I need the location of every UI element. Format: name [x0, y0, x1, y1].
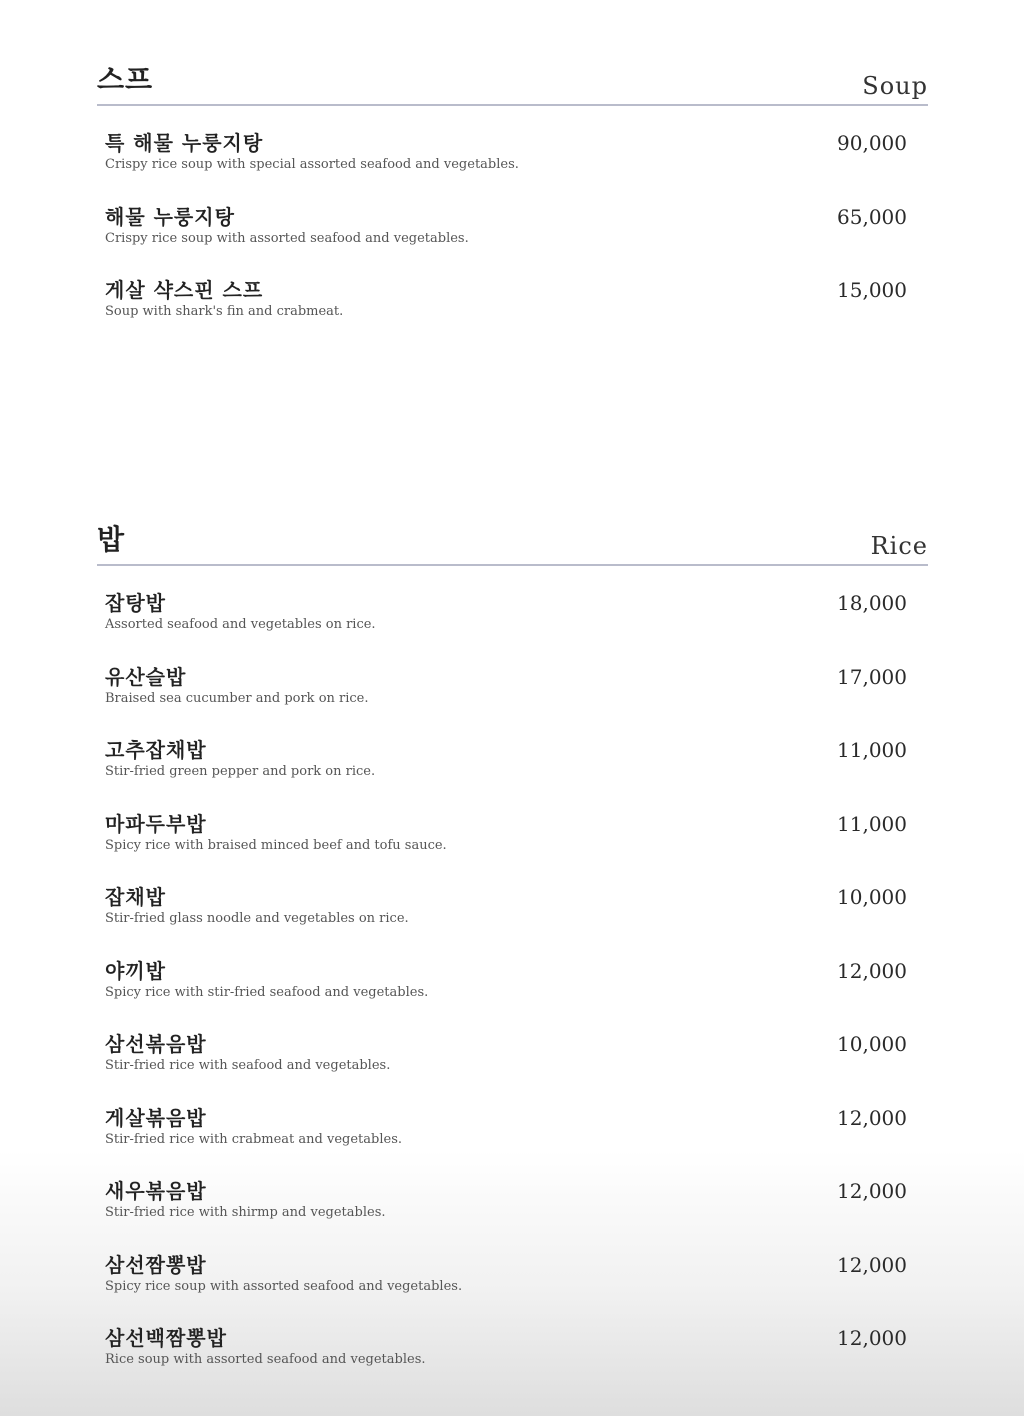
item-description: Stir-fried glass noodle and vegetables on rice. [105, 911, 409, 926]
menu-item [97, 812, 928, 886]
item-description: Soup with shark's fin and crabmeat. [105, 304, 344, 319]
item-price: 10,000 [837, 885, 907, 909]
rice-title-korean: 밥 [97, 523, 126, 556]
item-description: Stir-fried rice with crabmeat and vegetables. [105, 1131, 402, 1147]
item-name: 해물 누룽지탕 [105, 204, 235, 229]
item-price: 65,000 [837, 204, 907, 229]
item-price: 10,000 [837, 1032, 907, 1056]
item-price: 11,000 [837, 738, 907, 762]
item-name: 고추잡채밥 [105, 738, 207, 762]
menu-item [97, 665, 928, 739]
menu-item [97, 1032, 928, 1106]
menu-item [97, 1326, 928, 1400]
menu-item [97, 885, 928, 959]
soup-title-english: Soup [862, 72, 928, 100]
item-name: 잡채밥 [105, 885, 166, 909]
item-price: 12,000 [837, 1179, 907, 1203]
item-price: 12,000 [837, 958, 907, 983]
item-description: Stir-fried green pepper and pork on rice. [105, 764, 376, 779]
menu-item [97, 278, 928, 352]
menu-item [97, 1253, 928, 1327]
item-description: Stir-fried rice with seafood and vegetables. [105, 1058, 391, 1073]
menu-item [97, 591, 928, 665]
item-description: Spicy rice soup with assorted seafood and vegetables. [105, 1278, 463, 1294]
item-description: Spicy rice with stir-fried seafood and vegetables. [105, 984, 429, 1000]
item-price: 12,000 [837, 1326, 907, 1350]
item-description: Crispy rice soup with special assorted seafood and vegetables. [105, 157, 519, 172]
soup-section [97, 64, 928, 352]
item-description: Crispy rice soup with assorted seafood and vegetables. [105, 230, 469, 246]
item-name: 게살 샥스핀 스프 [105, 278, 264, 302]
item-description: Spicy rice with braised minced beef and tofu sauce. [105, 837, 447, 853]
rice-header [97, 524, 928, 566]
menu-item [97, 205, 928, 279]
item-price: 90,000 [837, 131, 907, 155]
item-price: 18,000 [837, 591, 907, 615]
soup-title-korean: 스프 [97, 63, 154, 96]
item-description: Rice soup with assorted seafood and vegetables. [105, 1352, 426, 1367]
item-price: 12,000 [837, 1105, 907, 1130]
item-name: 마파두부밥 [105, 811, 207, 836]
item-name: 삼선백짬뽕밥 [105, 1326, 227, 1350]
item-name: 삼선짬뽕밥 [105, 1252, 207, 1277]
rice-items [97, 591, 928, 1400]
soup-items [97, 131, 928, 352]
item-name: 잡탕밥 [105, 591, 166, 615]
item-name: 특 해물 누룽지탕 [105, 131, 264, 155]
item-name: 야끼밥 [105, 958, 166, 983]
item-description: Stir-fried rice with shirmp and vegetables. [105, 1205, 386, 1220]
item-description: Assorted seafood and vegetables on rice. [105, 617, 376, 632]
item-name: 게살볶음밥 [105, 1105, 207, 1130]
item-name: 삼선볶음밥 [105, 1032, 207, 1056]
menu-item [97, 959, 928, 1033]
menu-item [97, 1106, 928, 1180]
item-price: 15,000 [837, 278, 907, 302]
item-name: 새우볶음밥 [105, 1179, 207, 1203]
rice-section [97, 524, 928, 1400]
menu-item [97, 738, 928, 812]
menu-item [97, 131, 928, 205]
item-name: 유산슬밥 [105, 664, 187, 689]
item-price: 12,000 [837, 1252, 907, 1277]
soup-header [97, 64, 928, 106]
rice-title-english: Rice [870, 532, 928, 560]
item-description: Braised sea cucumber and pork on rice. [105, 690, 369, 706]
item-price: 11,000 [837, 811, 907, 836]
item-price: 17,000 [837, 664, 907, 689]
menu-item [97, 1179, 928, 1253]
